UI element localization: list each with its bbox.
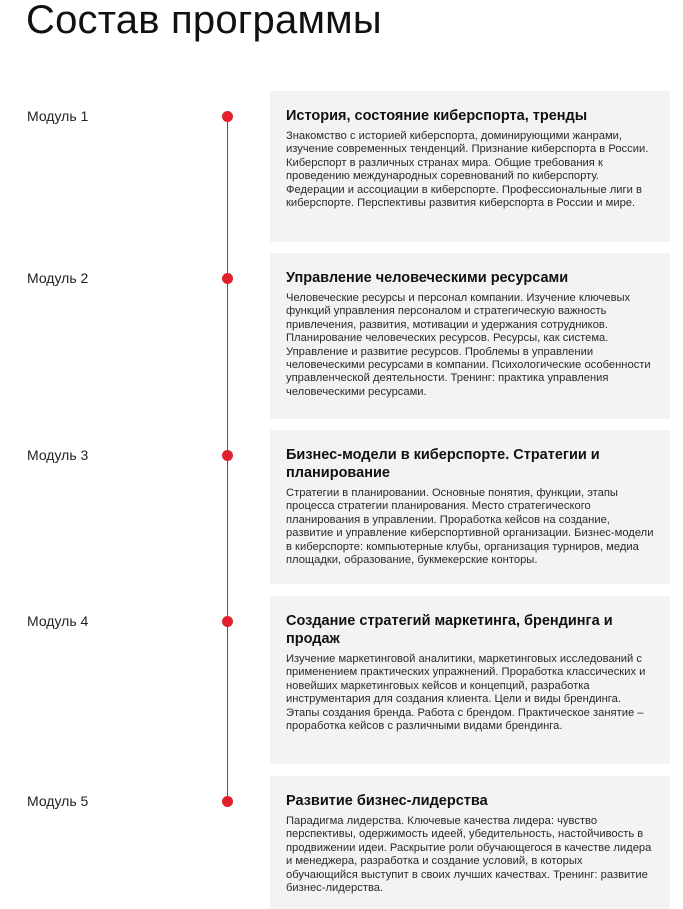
module-description: Человеческие ресурсы и персонал компании. Изучение ключевых функций управления персоналом и стратегическую важность привлечения, развития, мотивации и удержания сотрудников. Планирование человеческих ресурсов. Ресурсы, как система. Управление и развитие ресурсов. Проблемы в управлении человеческими ресурсами в компании. Психологические особенности управленческой деятельности. Тренинг: практика управления человеческими ресурсами. (286, 292, 651, 398)
module-card (270, 430, 670, 584)
module-description: Стратегии в планировании. Основные понятия, функции, этапы процесса стратегии планирования. Место стратегического планирования в управлении. Проработка кейсов на создание, развитие и управление киберспортивной организации. Бизнес-модели в киберспорте: компьютерные клубы, организация турниров, медиа площадки, образование, букмекерские конторы. (286, 487, 654, 567)
module-label: Модуль 1 (27, 108, 89, 124)
timeline-dot (222, 450, 233, 461)
timeline-dot (222, 111, 233, 122)
module-title: Бизнес-модели в киберспорте. Стратегии и планирование (286, 447, 600, 481)
module-title: История, состояние киберспорта, тренды (286, 108, 588, 124)
page-title: Состав программы (26, 0, 382, 42)
module-title: Развитие бизнес-лидерства (286, 793, 488, 809)
module-label: Модуль 3 (27, 447, 89, 463)
module-title: Создание стратегий маркетинга, брендинга и продаж (286, 613, 613, 647)
module-card (270, 253, 670, 419)
module-card (270, 776, 670, 909)
module-card (270, 596, 670, 764)
module-card (270, 91, 670, 242)
timeline-dot (222, 273, 233, 284)
module-description: Парадигма лидерства. Ключевые качества лидера: чувство перспективы, одержимость идеей, убедительность, настойчивость в продвижении идеи. Раскрытие роли обучающегося в качестве лидера и менеджера, разработка и создание условий, в которых обучающийся выступит в своих лучших качествах. Тренинг: развитие бизнес-лидерства. (286, 815, 652, 895)
module-label: Модуль 4 (27, 613, 89, 629)
timeline-dot (222, 796, 233, 807)
timeline-dot (222, 616, 233, 627)
module-label: Модуль 2 (27, 270, 89, 286)
module-label: Модуль 5 (27, 793, 89, 809)
module-description: Изучение маркетинговой аналитики, маркетинговых исследований с применением практических упражнений. Проработка классических и новейших маркетинговых кейсов и концепций, разработка инструментария для создания клиента. Цели и виды брендинга. Этапы создания бренда. Работа с брендом. Практическое занятие – проработка кейсов с различными видами брендинга. (286, 653, 646, 733)
module-title: Управление человеческими ресурсами (286, 270, 569, 286)
module-description: Знакомство с историей киберспорта, доминирующими жанрами, изучение современных тенденций. Признание киберспорта в России. Киберспорт в различных странах мира. Общие требования к проведению международных соревнований по киберспорту. Федерации и ассоциации в киберспорте. Профессиональные лиги в киберспорте. Перспективы развития киберспорта в России и мире. (286, 130, 649, 210)
